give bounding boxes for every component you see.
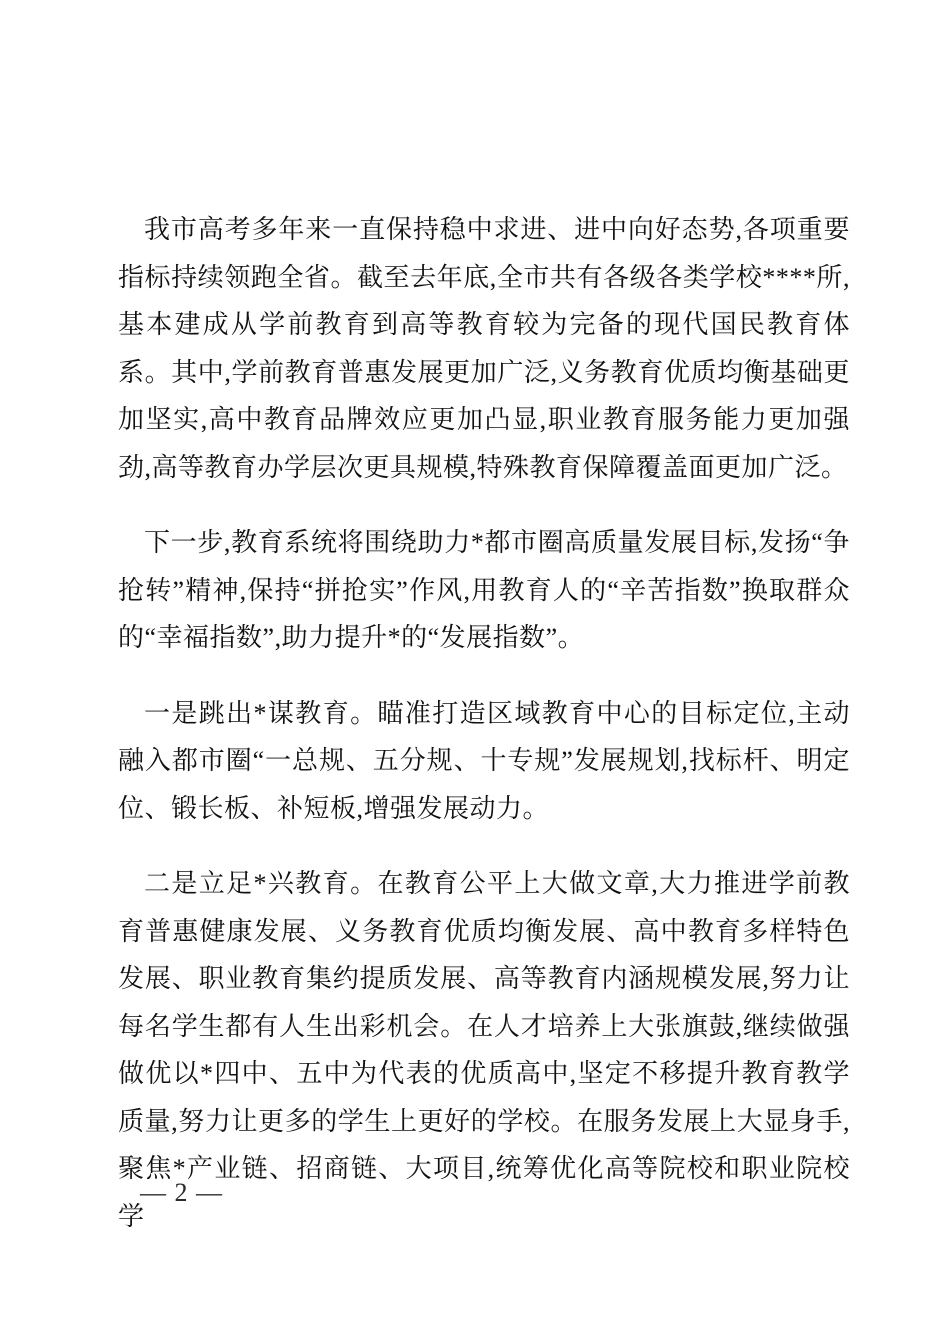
paragraph: 下一步,教育系统将围绕助力*都市圈高质量发展目标,发扬“争抢转”精神,保持“拼抢实”作风,用教育人的“辛苦指数”换取群众的“幸福指数”,助力提升*的“发展指数”。: [118, 528, 850, 652]
paragraph: 一是跳出*谋教育。瞄准打造区域教育中心的目标定位,主动融入都市圈“一总规、五分规、十专规”发展规划,找标杆、明定位、锻长板、补短板,增强发展动力。: [118, 698, 850, 823]
paragraph: 二是立足*兴教育。在教育公平上大做文章,大力推进学前教育普惠健康发展、义务教育优质均衡发展、高中教育多样特色发展、职业教育集约提质发展、高等教育内涵规模发展,努力让每名学生都有人生出彩机会。在人才培养上大张旗鼓,继续做强做优以*四中、五中为代表的优质高中,坚定不移提升教育教学质量,努力让更多的学生上更好的学校。在服务发展上大显身手,聚焦*产业链、招商链、大项目,统筹优化高等院校和职业院校学: [118, 869, 850, 1231]
page-number: — 2 —: [140, 1178, 223, 1207]
paragraph: 我市高考多年来一直保持稳中求进、进中向好态势,各项重要指标持续领跑全省。截至去年底,全市共有各级各类学校****所,基本建成从学前教育到高等教育较为完备的现代国民教育体系。其中,学前教育普惠发展更加广泛,义务教育优质均衡基础更加坚实,高中教育品牌效应更加凸显,职业教育服务能力更加强劲,高等教育办学层次更具规模,特殊教育保障覆盖面更加广泛。: [118, 215, 850, 482]
document-body: [118, 206, 850, 1268]
